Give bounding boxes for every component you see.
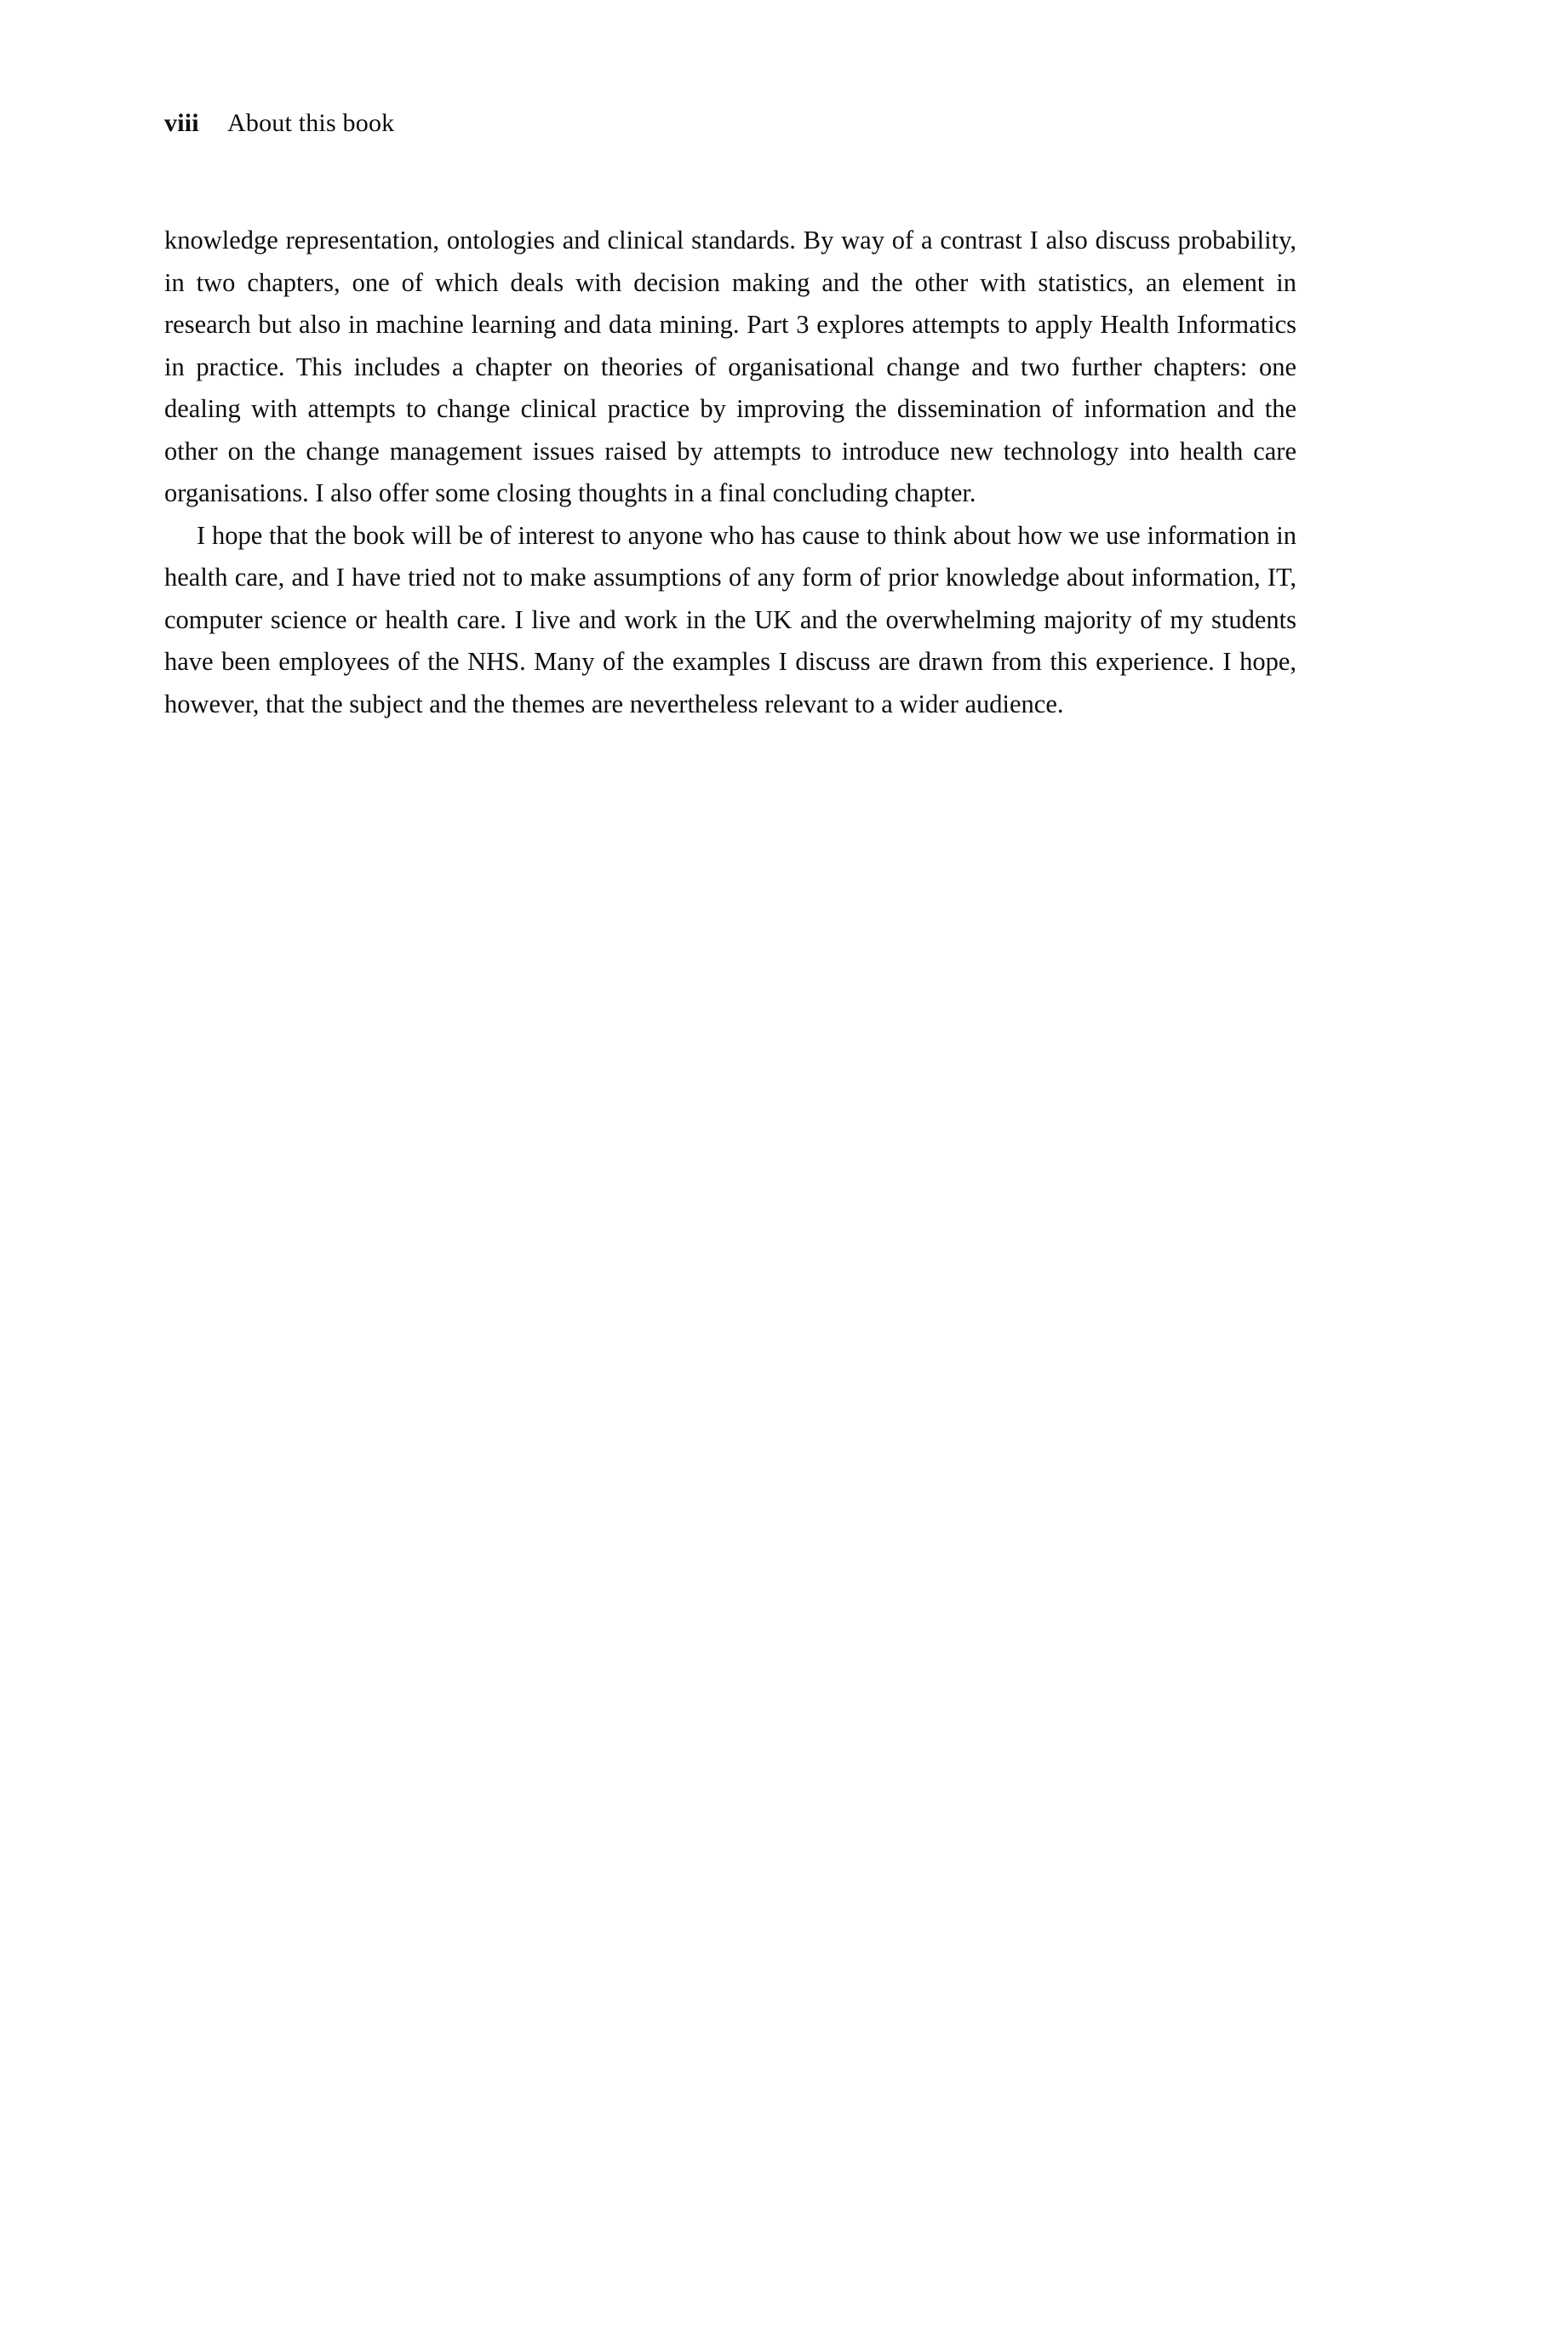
paragraph: I hope that the book will be of interest to anyone who has cause to think about how we use information in health care, and I have tried not to make assumptions of any form of prior knowledge about information, IT, computer science or health care. I live and work in the UK and the overwhelming majority of my students have been employees of the NHS. Many of the examples I discuss are drawn from this experience. I hope, however, that the subject and the themes are nevertheless relevant to a wider audience. bbox=[164, 520, 1296, 718]
page-content bbox=[164, 109, 1296, 725]
running-head-title: About this book bbox=[227, 109, 395, 137]
paragraph: knowledge representation, ontologies and clinical standards. By way of a contrast I also discuss probability, in two chapters, one of which deals with decision making and the other with statistics, an element in research but also in machine learning and data mining. Part 3 explores attempts to apply Health Informatics in practice. This includes a chapter on theories of organisational change and two further chapters: one dealing with attempts to change clinical practice by improving the dissemination of information and the other on the change management issues raised by attempts to introduce new technology into health care organisations. I also offer some closing thoughts in a final concluding chapter. bbox=[164, 226, 1296, 507]
page-number: viii bbox=[164, 109, 199, 137]
body-text bbox=[164, 220, 1296, 725]
running-head bbox=[164, 109, 1296, 138]
